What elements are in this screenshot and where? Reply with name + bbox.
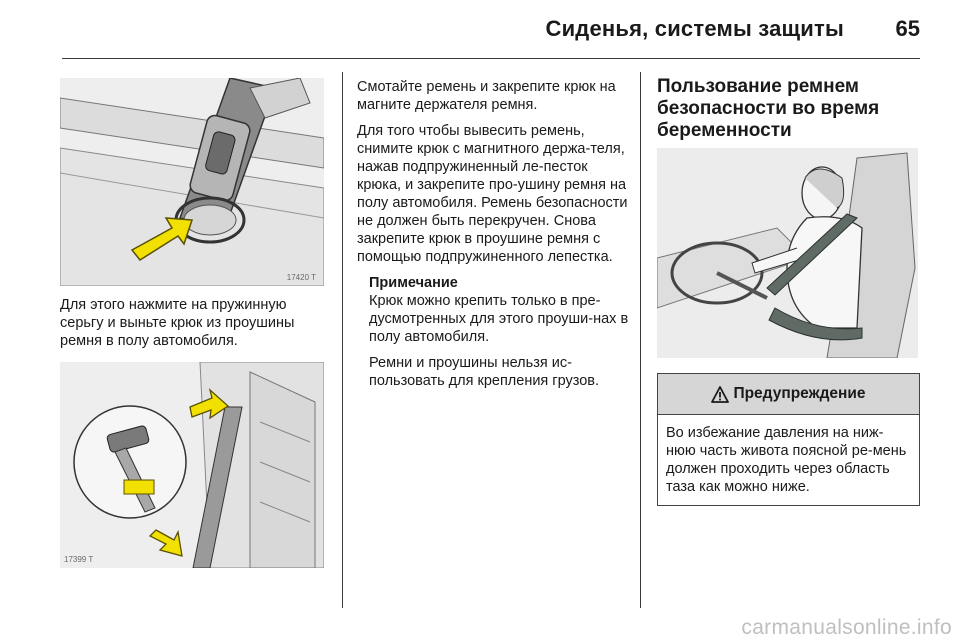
column-2-text xyxy=(357,78,631,398)
figure-code: 17399 T xyxy=(64,555,94,564)
figure-pregnant-driver xyxy=(657,148,918,358)
note-title: Примечание xyxy=(369,275,458,291)
header-title: Сиденья, системы защиты xyxy=(545,16,844,41)
note-text-2: Ремни и проушины нельзя ис-пользовать для крепления грузов. xyxy=(369,355,600,389)
column-divider-left xyxy=(342,72,343,608)
warning-text: Во избежание давления на ниж-нюю часть живота поясной ре-мень должен проходить через область таза как можно ниже. xyxy=(666,425,907,495)
note-text-1: Крюк можно крепить только в пре-дусмотренных для этого проуши-нах в полу автомобиля. xyxy=(369,293,629,345)
paragraph-wind-belt: Смотайте ремень и закрепите крюк на магните держателя ремня. xyxy=(357,79,616,113)
page-number: 65 xyxy=(895,16,920,41)
warning-box xyxy=(657,373,920,506)
warning-header xyxy=(658,374,919,415)
figure-belt-hook xyxy=(60,78,324,286)
column-divider-right xyxy=(640,72,641,608)
watermark: carmanualsonline.info xyxy=(741,616,952,639)
section-title: Пользование ремнем безопасности во время беременности xyxy=(657,76,880,141)
belt-hook-illustration xyxy=(60,78,324,286)
paragraph-hang-belt: Для того чтобы вывесить ремень, снимите крюк с магнитного держа-теля, нажав подпружиненный ле-песток крюка, и закрепите про-ушину ремня на полу автомобиля. Ремень безопасности не должен быть перекручен. Снова закрепите крюк в проушине ремня с помощью подпружиненного лепестка. xyxy=(357,123,628,265)
paragraph-release-hook: Для этого нажмите на пружинную серьгу и выньте крюк из проушины ремня в полу автомобиля. xyxy=(60,297,295,349)
note-block xyxy=(369,274,631,390)
warning-title: Предупреждение xyxy=(733,385,866,402)
pregnant-driver-illustration xyxy=(657,148,918,358)
figure-code: 17420 T xyxy=(286,273,316,282)
header-rule xyxy=(62,58,920,59)
cargo-belt-illustration xyxy=(60,362,324,568)
warning-triangle-icon xyxy=(711,386,729,403)
figure-cargo-belt xyxy=(60,362,324,568)
